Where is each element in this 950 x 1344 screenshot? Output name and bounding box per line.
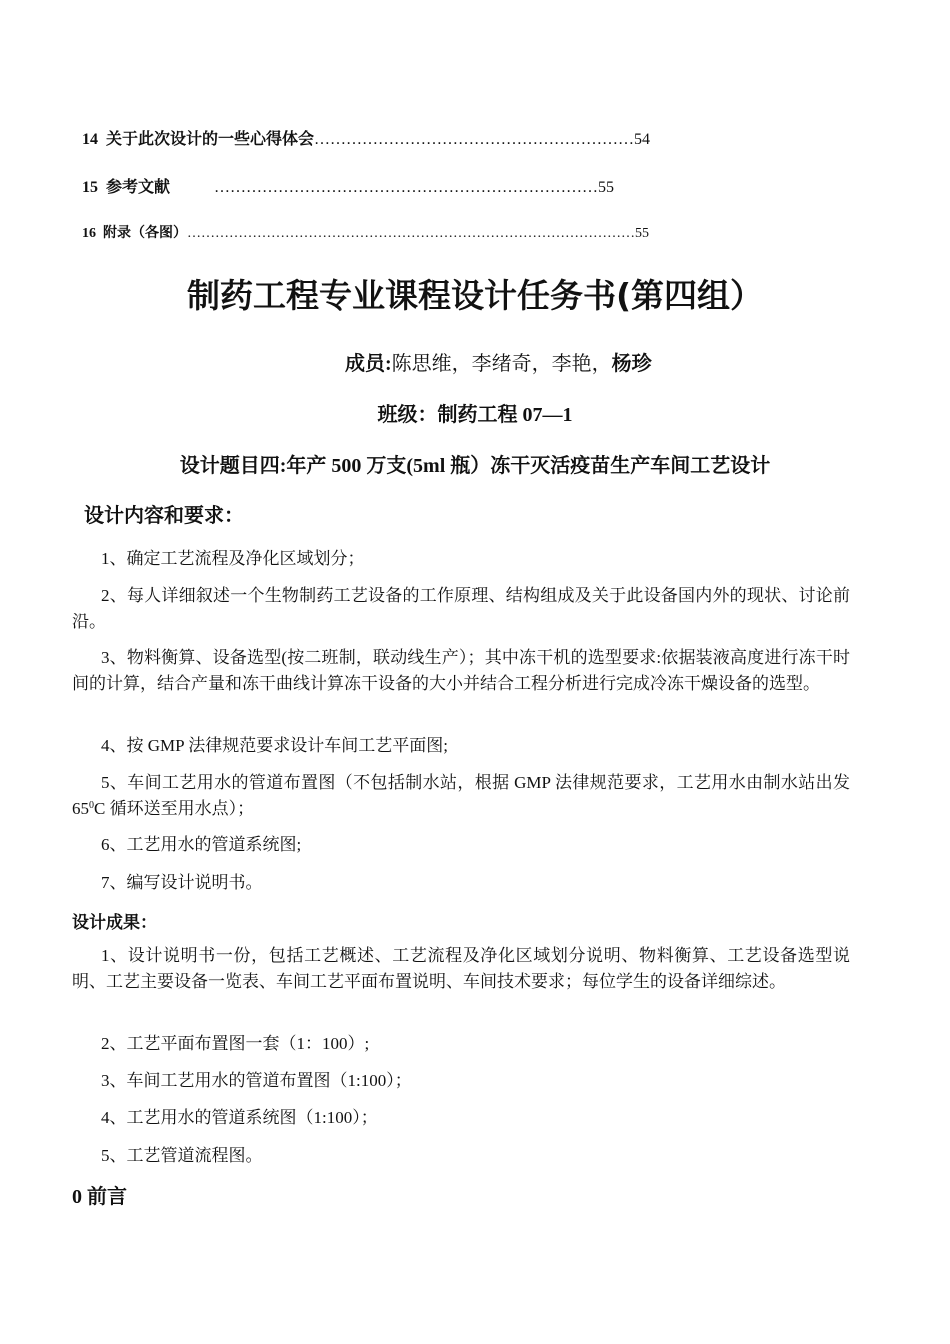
document-title: 制药工程专业课程设计任务书(第四组） (186, 276, 764, 315)
toc-entry[interactable] (82, 174, 614, 197)
toc-page: 55 (598, 179, 615, 196)
requirement-item: 7、编写设计说明书。 (101, 873, 263, 892)
requirement-item-text: 5、车间工艺用水的管道布置图（不包括制水站，根据 GMP 法律规范要求，工艺用水由制水站出发 65 (72, 773, 850, 818)
members-line (345, 347, 652, 376)
class-line: 班级：制药工程 07—1 (377, 404, 573, 426)
results-heading: 设计成果： (72, 913, 157, 933)
requirement-item: 4、按 GMP 法律规范要求设计车间工艺平面图; (101, 736, 448, 755)
toc-text: 附录（各图） (103, 226, 187, 241)
requirement-item: 2、每人详细叙述一个生物制药工艺设备的工作原理、结构组成及关于此设备国内外的现状、讨论前沿。 (72, 586, 850, 631)
result-item: 4、工艺用水的管道系统图（1:100）； (101, 1108, 378, 1127)
superscript: 0 (89, 800, 94, 811)
members-label: 成员: (345, 353, 392, 375)
requirement-item: 6、工艺用水的管道系统图; (101, 835, 302, 854)
toc-number: 16 (82, 226, 96, 241)
result-item: 5、工艺管道流程图。 (101, 1146, 263, 1165)
requirement-item: 1、确定工艺流程及净化区域划分； (101, 549, 365, 568)
result-item: 1、设计说明书一份，包括工艺概述、工艺流程及净化区域划分说明、物料衡算、工艺设备选型说明、工艺主要设备一览表、车间工艺平面布置说明、车间技术要求；每位学生的设备详细综述。 (72, 946, 850, 991)
result-item: 2、工艺平面布置图一套（1：100）; (101, 1034, 370, 1053)
requirements-heading: 设计内容和要求： (84, 503, 244, 527)
design-topic: 设计题目四:年产 500 万支(5ml 瓶）冻干灭活疫苗生产车间工艺设计 (179, 455, 771, 477)
members-names: 陈思维，李绪奇，李艳， (391, 353, 612, 375)
toc-entry[interactable] (82, 222, 649, 242)
requirement-item-tail: C 循环送至用水点）； (94, 799, 255, 818)
toc-dots: …………………………………………………………………………………… (187, 226, 635, 241)
members-last-name: 杨珍 (611, 353, 652, 375)
requirement-item: 3、物料衡算、设备选型(按二班制，联动线生产）；其中冻干机的选型要求:依据装液高度进行冻干时间的计算，结合产量和冻干曲线计算冻干设备的大小并结合工程分析进行完成冷冻干燥设备的选型。 (72, 648, 850, 693)
toc-page: 54 (634, 131, 651, 148)
toc-number: 15 (82, 179, 98, 196)
toc-text: 参考文献 (106, 179, 171, 196)
toc-text: 关于此次设计的一些心得体会 (106, 131, 315, 148)
result-item: 3、车间工艺用水的管道布置图（1:100）； (101, 1071, 412, 1090)
toc-number: 14 (82, 131, 98, 148)
section-heading: 0 前言 (72, 1186, 127, 1208)
toc-dots: …………………………………………………… (314, 131, 635, 148)
toc-dots: ……………………………………………………………… (214, 179, 599, 196)
toc-entry[interactable] (82, 126, 650, 149)
toc-page: 55 (635, 226, 649, 241)
requirement-item (72, 770, 850, 822)
